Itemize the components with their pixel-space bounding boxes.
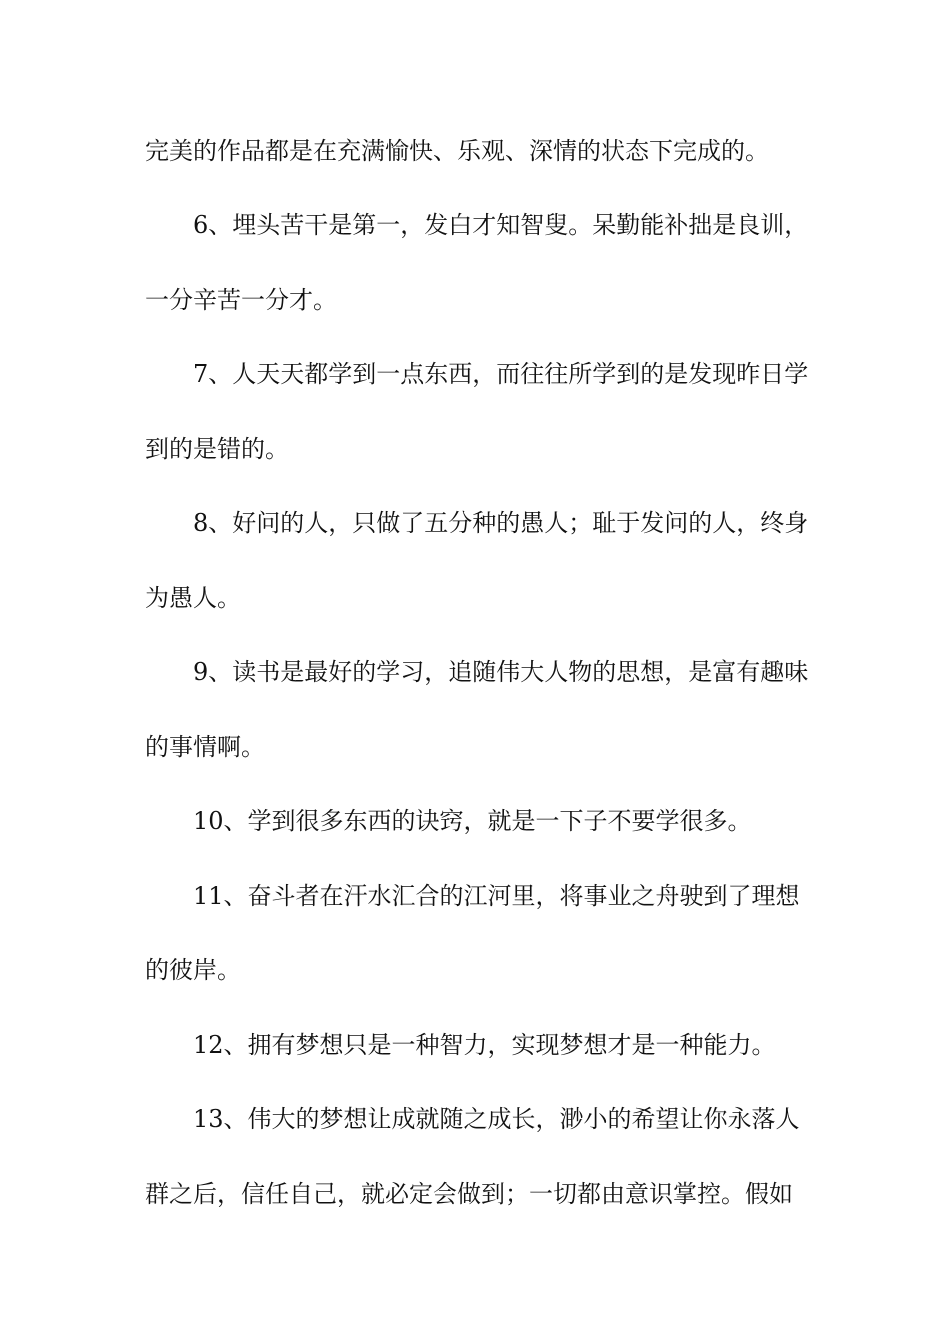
text-line: 7、人天天都学到一点东西，而往往所学到的是发现昨日学 bbox=[193, 360, 809, 388]
text-line: 9、读书是最好的学习，追随伟大人物的思想，是富有趣味 bbox=[193, 658, 809, 686]
text-line: 一分辛苦一分才。 bbox=[145, 286, 337, 314]
text-line: 13、伟大的梦想让成就随之成长，渺小的希望让你永落人 bbox=[193, 1105, 800, 1133]
text-line: 的事情啊。 bbox=[145, 733, 265, 761]
text-line: 完美的作品都是在充满愉快、乐观、深情的状态下完成的。 bbox=[145, 137, 769, 165]
text-line: 到的是错的。 bbox=[145, 435, 289, 463]
text-line: 的彼岸。 bbox=[145, 956, 241, 984]
text-line: 8、好问的人，只做了五分种的愚人；耻于发问的人，终身 bbox=[193, 509, 809, 537]
text-line: 6、埋头苦干是第一，发白才知智叟。呆勤能补拙是良训， bbox=[193, 211, 809, 239]
text-line: 为愚人。 bbox=[145, 584, 241, 612]
text-line: 群之后，信任自己，就必定会做到；一切都由意识掌控。假如 bbox=[145, 1180, 793, 1208]
text-line: 10、学到很多东西的诀窍，就是一下子不要学很多。 bbox=[193, 807, 752, 835]
text-line: 11、奋斗者在汗水汇合的江河里，将事业之舟驶到了理想 bbox=[193, 882, 800, 910]
text-line: 12、拥有梦想只是一种智力，实现梦想才是一种能力。 bbox=[193, 1031, 776, 1059]
